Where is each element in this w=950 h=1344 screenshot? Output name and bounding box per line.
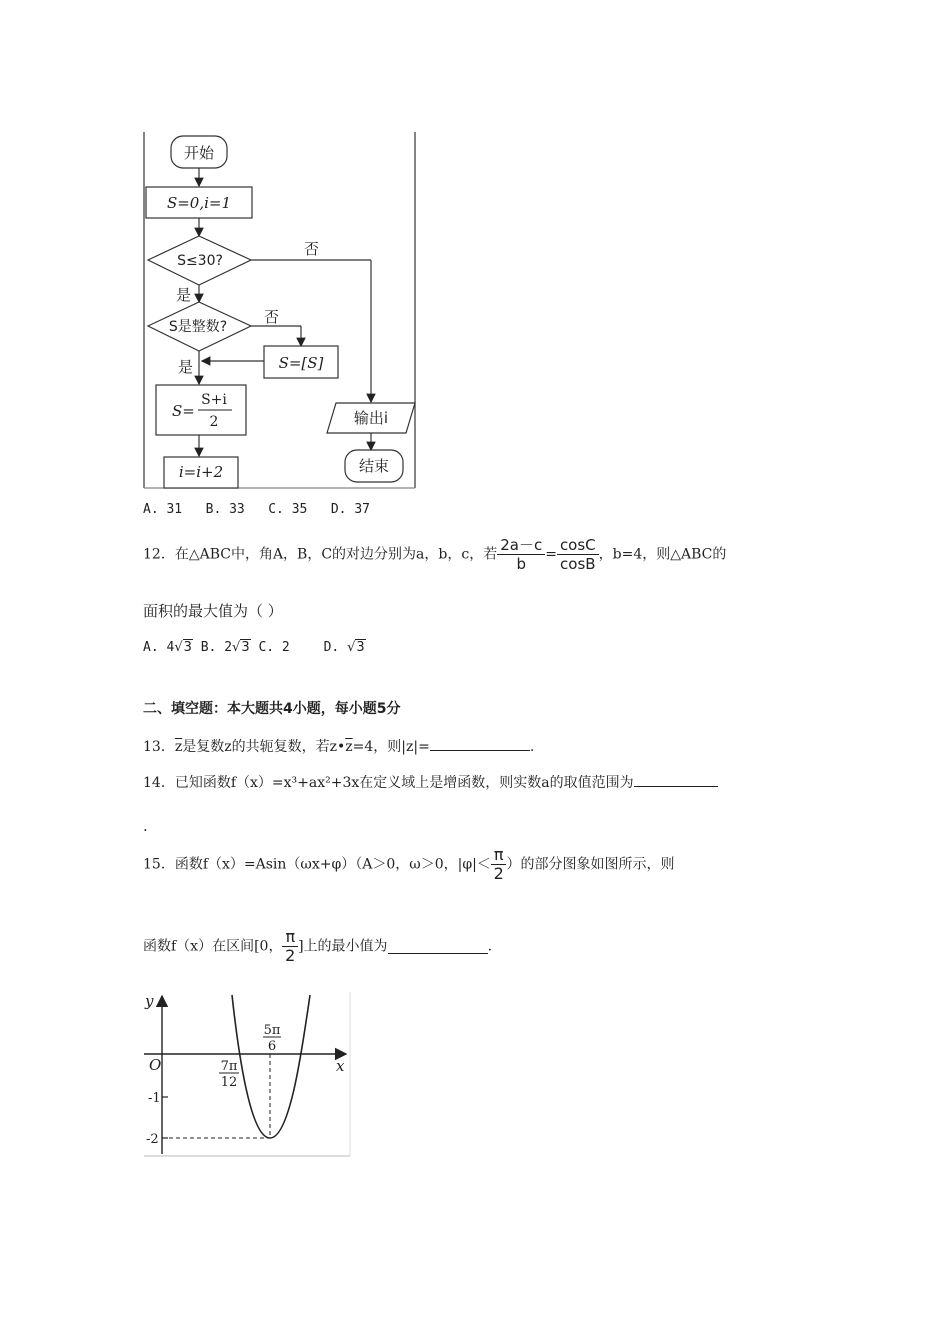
cond2-label: S是整数? — [168, 319, 228, 335]
end-label: 结束 — [358, 457, 390, 475]
q15-interval-end: $\frac{\pi}{2}$ — [282, 928, 298, 965]
tick-neg2: -2 — [146, 1132, 159, 1147]
cond1-label: S≤30? — [177, 253, 223, 269]
q12-line2: 面积的最大值为（ ） — [143, 602, 283, 620]
yes2-label: 是 — [178, 358, 194, 376]
q12-fraction-2: $\frac{\cos C}{\cos B}$ — [557, 536, 599, 573]
flowchart-diagram — [140, 130, 420, 492]
section2-heading: 二、填空题：本大题共4小题，每小题5分 — [143, 701, 401, 717]
function-graph — [140, 990, 354, 1158]
q14-line: 14．已知函数f（x）=x³+ax²+3x在定义域上是增函数，则实数a的取值范围为 — [143, 772, 718, 793]
update-den: 2 — [209, 414, 219, 430]
q15-answer-blank[interactable] — [388, 939, 488, 954]
x2-den: 6 — [267, 1039, 277, 1054]
floor-label: S=[S] — [278, 354, 324, 372]
x1-den: 12 — [220, 1075, 238, 1090]
q13-line: 13．$\overline{z}$是复数z的共轭复数，若$z•\overline{z}=4$，则|z|= . — [143, 736, 534, 757]
q15-line1: 15．函数f（x）=Asin（ωx+φ）（A＞0，ω＞0，|φ|＜ $\frac{\pi}{2}$ ）的部分图象如图所示，则 — [143, 845, 675, 883]
sine-curve — [232, 995, 310, 1138]
q11-options: A. 31 B. 33 C. 35 D. 37 — [143, 502, 370, 517]
output-label: 输出i — [353, 409, 389, 427]
no1-label: 否 — [304, 240, 320, 258]
q14-answer-blank[interactable] — [634, 772, 718, 787]
q15-pi-over-2: $\frac{\pi}{2}$ — [491, 846, 507, 883]
init-label: S=0,i=1 — [166, 194, 232, 212]
start-label: 开始 — [183, 144, 215, 162]
incr-label: i=i+2 — [178, 463, 224, 481]
q12-options: A. 4√3 B. 2√3 C. 2 D. √3 — [143, 640, 365, 655]
x2-num: 5π — [263, 1023, 281, 1038]
no2-label: 否 — [264, 308, 280, 326]
tick-neg1: -1 — [148, 1091, 161, 1106]
q15-line2: 函数f（x）在区间[0， $\frac{\pi}{2}$ ]上的最小值为 . — [143, 927, 493, 965]
origin-label: O — [149, 1056, 162, 1074]
x-axis-label: x — [336, 1057, 345, 1075]
q12-suffix: ，b=4，则△ABC的 — [598, 546, 727, 563]
q12-prefix: 12．在△ABC中，角A，B，C的对边分别为a，b，c，若 — [143, 546, 498, 563]
x1-num: 7π — [220, 1059, 238, 1074]
yes1-label: 是 — [176, 286, 192, 304]
q13-answer-blank[interactable] — [430, 736, 530, 751]
q12-line1: 12．在△ABC中，角A，B，C的对边分别为a，b，c，若 $\frac{2a-c}{b}$ = $\frac{\cos C}{\cos B}$ ，b=4，则△ABC的 — [143, 536, 727, 573]
y-axis-label: y — [145, 992, 154, 1010]
q14-end: . — [143, 817, 148, 835]
update-lhs: S= — [172, 402, 195, 420]
update-num: S+i — [201, 392, 227, 408]
q12-fraction-1: $\frac{2a-c}{b}$ — [497, 536, 545, 573]
